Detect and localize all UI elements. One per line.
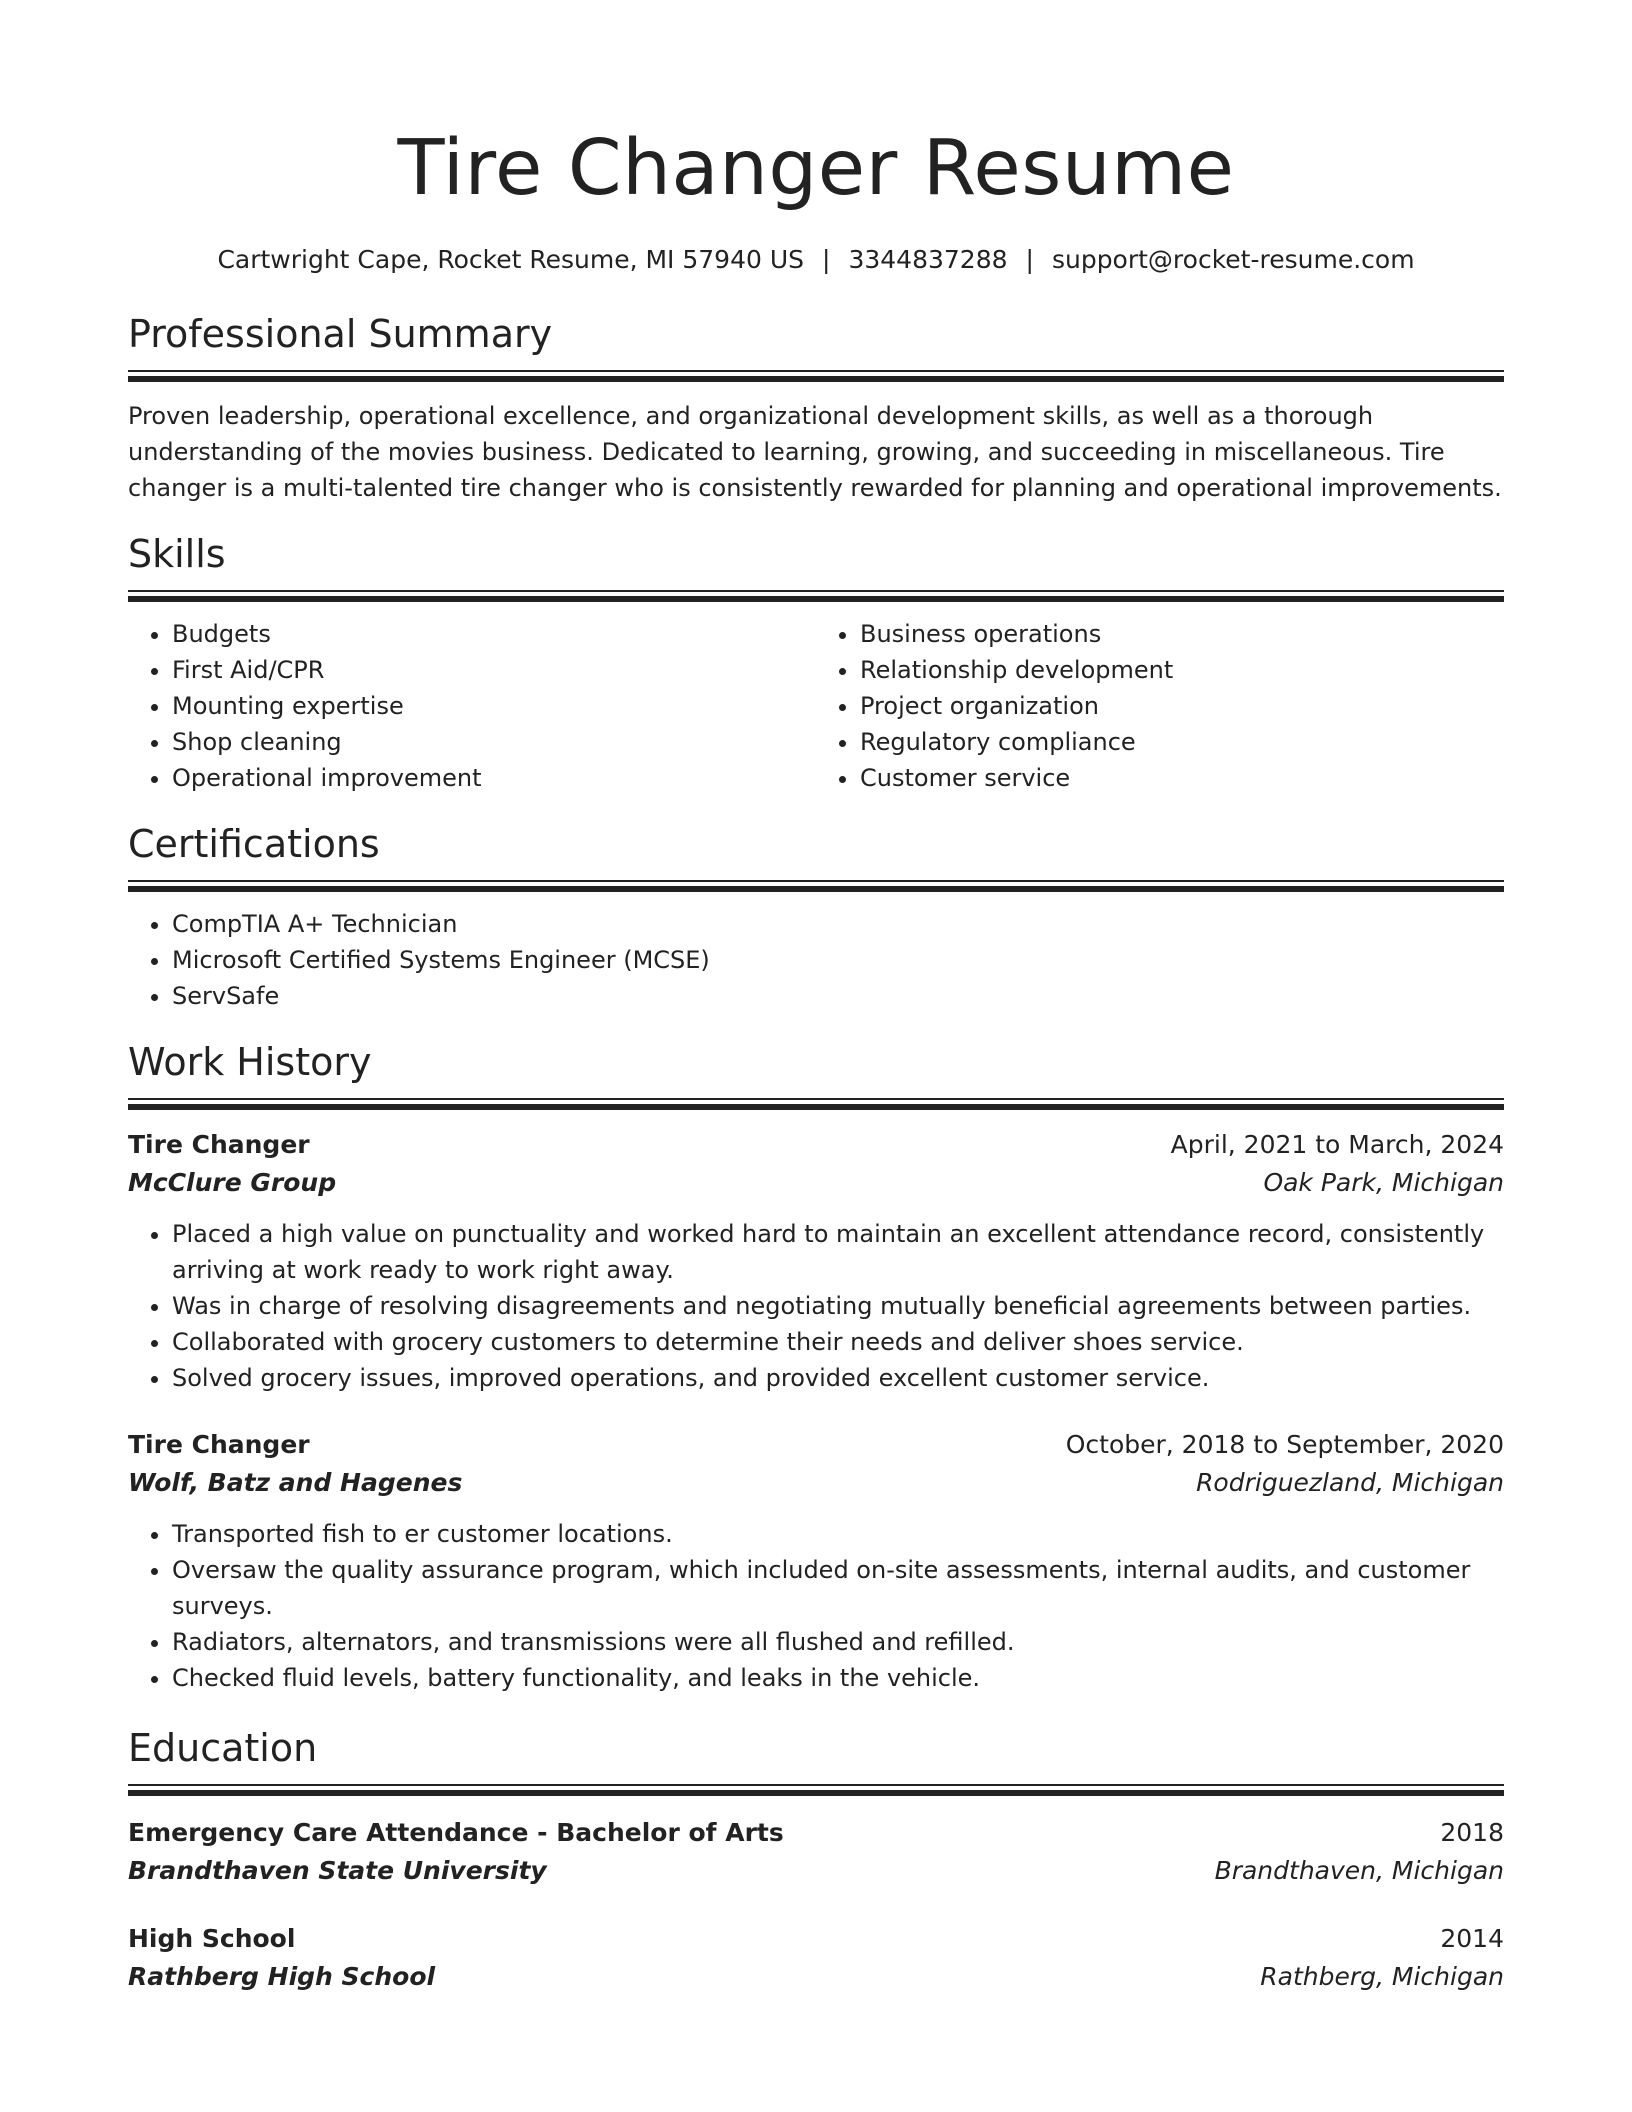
section-divider xyxy=(128,590,1504,602)
education-degree: Emergency Care Attendance - Bachelor of Arts xyxy=(128,1818,784,1847)
section-divider xyxy=(128,1098,1504,1110)
job-duties-list xyxy=(128,1516,1504,1696)
job-company: Wolf, Batz and Hagenes xyxy=(128,1468,463,1497)
job-duties-list xyxy=(128,1216,1504,1396)
education-header-row xyxy=(128,1814,1504,1852)
contact-email: support@rocket-resume.com xyxy=(1051,245,1415,274)
section-divider xyxy=(128,880,1504,892)
skill-item: • First Aid/CPR xyxy=(172,652,816,688)
section-divider xyxy=(128,1784,1504,1796)
certifications-section xyxy=(128,818,1504,1014)
resume-title: Tire Changer Resume xyxy=(397,124,1235,213)
job-duty: • Solved grocery issues, improved operations, and provided excellent customer service. xyxy=(172,1360,1504,1396)
job-header-row xyxy=(128,1426,1504,1464)
education-header-row xyxy=(128,1920,1504,1958)
contact-separator: | xyxy=(822,245,831,274)
job-company-row xyxy=(128,1464,1504,1502)
skill-item: • Mounting expertise xyxy=(172,688,816,724)
skill-item: • Customer service xyxy=(860,760,1504,796)
education-degree: High School xyxy=(128,1924,296,1953)
certification-item: • CompTIA A+ Technician xyxy=(172,906,1504,942)
job-title: Tire Changer xyxy=(128,1430,310,1459)
education-school-row xyxy=(128,1958,1504,1996)
job-company-row xyxy=(128,1164,1504,1202)
education-year: 2014 xyxy=(1440,1924,1504,1953)
skills-section xyxy=(128,528,1504,796)
job-duty: • Transported fish to er customer locations. xyxy=(172,1516,1504,1552)
certifications-list xyxy=(128,906,1504,1014)
skills-list-left xyxy=(128,616,816,796)
job-duty: • Oversaw the quality assurance program, which included on-site assessments, internal audits, and customer surveys. xyxy=(172,1552,1504,1624)
job-duty: • Radiators, alternators, and transmissions were all flushed and refilled. xyxy=(172,1624,1504,1660)
job-company: McClure Group xyxy=(128,1168,337,1197)
skills-grid xyxy=(128,616,1504,796)
skill-item: • Regulatory compliance xyxy=(860,724,1504,760)
contact-line xyxy=(128,242,1504,278)
job-duty: • Placed a high value on punctuality and worked hard to maintain an excellent attendance record, consistently arriving at work ready to work right away. xyxy=(172,1216,1504,1288)
job-duty: • Checked fluid levels, battery functionality, and leaks in the vehicle. xyxy=(172,1660,1504,1696)
skill-item: • Relationship development xyxy=(860,652,1504,688)
certification-item: • ServSafe xyxy=(172,978,1504,1014)
job-location: Oak Park, Michigan xyxy=(1263,1168,1504,1197)
certification-item: • Microsoft Certified Systems Engineer (MCSE) xyxy=(172,942,1504,978)
contact-address: Cartwright Cape, Rocket Resume, MI 57940 US xyxy=(217,245,805,274)
education-year: 2018 xyxy=(1440,1818,1504,1847)
job-dates: April, 2021 to March, 2024 xyxy=(1170,1130,1504,1159)
job-entry xyxy=(128,1426,1504,1696)
job-entry xyxy=(128,1126,1504,1396)
job-duty: • Collaborated with grocery customers to determine their needs and deliver shoes service. xyxy=(172,1324,1504,1360)
certifications-heading: Certifications xyxy=(128,822,380,866)
skill-item: • Shop cleaning xyxy=(172,724,816,760)
education-school-row xyxy=(128,1852,1504,1890)
work-history-section xyxy=(128,1036,1504,1696)
education-entry xyxy=(128,1920,1504,1996)
summary-text: Proven leadership, operational excellence, and organizational development skills, as well as a thorough understanding of the movies business. Dedicated to learning, growing, and succeeding in miscellaneous. Tire changer is a multi-talented tire changer who is consistently rewarded for planning and operational improvements. xyxy=(128,402,1502,502)
job-location: Rodriguezland, Michigan xyxy=(1196,1468,1504,1497)
contact-separator: | xyxy=(1025,245,1034,274)
job-dates: October, 2018 to September, 2020 xyxy=(1065,1430,1504,1459)
skills-list-right xyxy=(816,616,1504,796)
job-header-row xyxy=(128,1126,1504,1164)
job-title: Tire Changer xyxy=(128,1130,310,1159)
contact-phone: 3344837288 xyxy=(848,245,1008,274)
section-divider xyxy=(128,370,1504,382)
education-location: Rathberg, Michigan xyxy=(1260,1962,1504,1991)
education-school: Brandthaven State University xyxy=(128,1856,547,1885)
skill-item: • Project organization xyxy=(860,688,1504,724)
education-location: Brandthaven, Michigan xyxy=(1214,1856,1504,1885)
skills-heading: Skills xyxy=(128,532,226,576)
summary-section xyxy=(128,308,1504,506)
education-entry xyxy=(128,1814,1504,1890)
education-heading: Education xyxy=(128,1726,318,1770)
work-history-heading: Work History xyxy=(128,1040,372,1084)
job-duty: • Was in charge of resolving disagreements and negotiating mutually beneficial agreements between parties. xyxy=(172,1288,1504,1324)
skill-item: • Operational improvement xyxy=(172,760,816,796)
education-section xyxy=(128,1722,1504,1996)
summary-heading: Professional Summary xyxy=(128,312,553,356)
skill-item: • Business operations xyxy=(860,616,1504,652)
education-school: Rathberg High School xyxy=(128,1962,436,1991)
skill-item: • Budgets xyxy=(172,616,816,652)
